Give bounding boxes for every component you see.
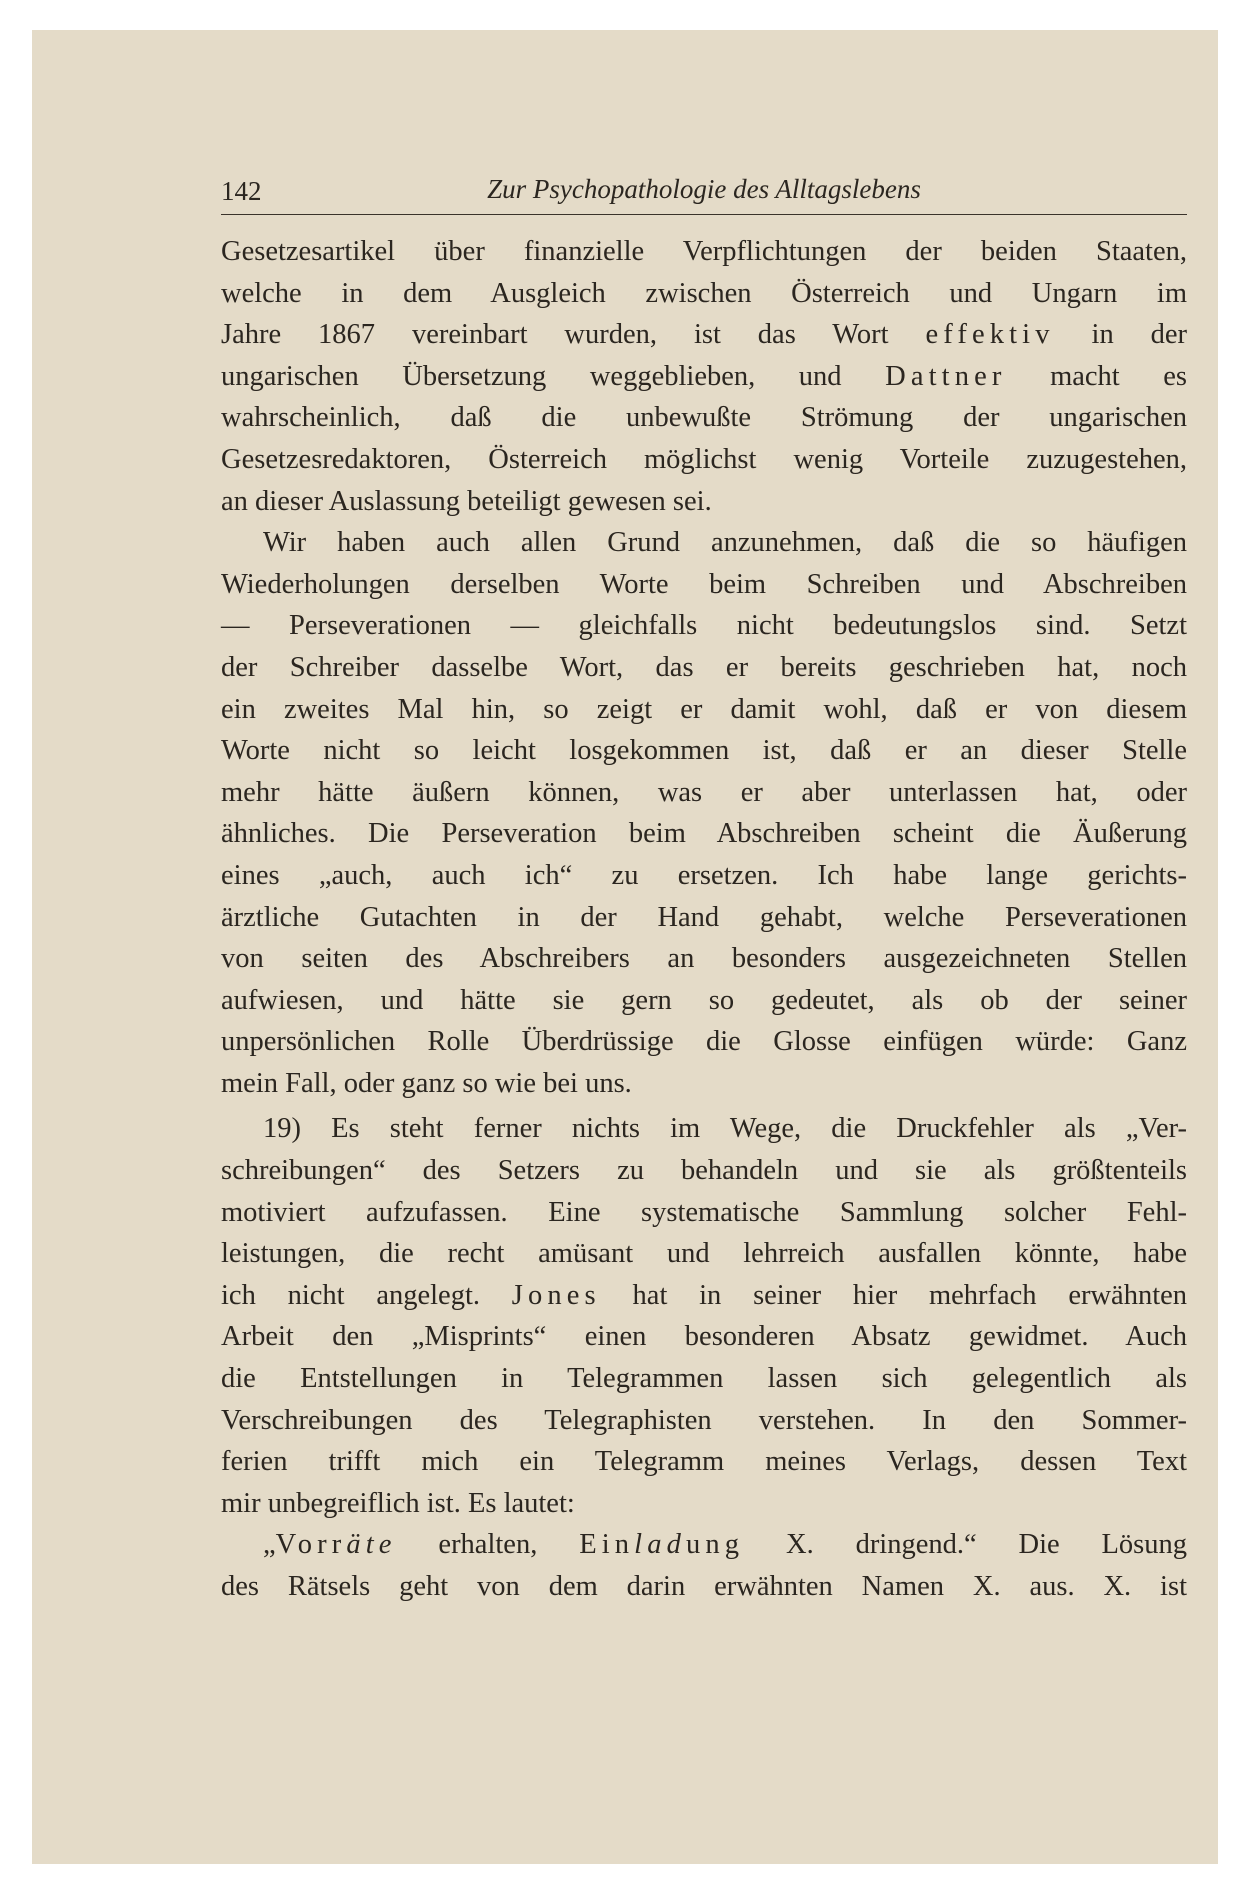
- text-line: Wiederholungen derselben Worte beim Schreiben und Abschreiben: [221, 568, 1187, 600]
- text-line: wahrscheinlich, daß die unbewußte Strömung der ungarischen: [221, 402, 1187, 434]
- text-line: [221, 314, 1187, 356]
- spaced-word: Vorr: [275, 1529, 347, 1561]
- spaced-italic-word: lad: [634, 1529, 686, 1561]
- text-line: ähnliches. Die Perseveration beim Abschreiben scheint die Äußerung: [221, 818, 1187, 850]
- text-line: an dieser Auslassung beteiligt gewesen sei.: [221, 485, 712, 517]
- text-line: — Perseverationen — gleichfalls nicht bedeutungslos sind. Setzt: [221, 610, 1187, 642]
- spaced-word: ung: [685, 1529, 745, 1561]
- text-line: der Schreiber dasselbe Wort, das er bereits geschrieben hat, noch: [221, 651, 1187, 683]
- text-segment: ungarischen Übersetzung weggeblieben, und: [221, 360, 842, 392]
- text-line: Wir haben auch allen Grund anzunehmen, daß die so häufigen: [263, 527, 1187, 559]
- book-page: [32, 30, 1218, 1864]
- text-line: leistungen, die recht amüsant und lehrreich ausfallen könnte, habe: [221, 1238, 1187, 1270]
- spaced-name: Dattner: [885, 360, 1007, 392]
- text-segment: in der: [1091, 319, 1188, 351]
- text-segment: erhalten,: [438, 1529, 538, 1561]
- text-line: motiviert aufzufassen. Eine systematische Sammlung solcher Fehl-: [221, 1196, 1187, 1228]
- text-segment: X. dringend.“ Die Lösung: [786, 1529, 1188, 1561]
- text-line: Arbeit den „Misprints“ einen besonderen Absatz gewidmet. Auch: [221, 1321, 1187, 1353]
- text-line: [221, 356, 1187, 398]
- text-line: schreibungen“ des Setzers zu behandeln und sie als größtenteils: [221, 1155, 1187, 1187]
- running-head: [221, 170, 1187, 215]
- page-number: 142: [221, 176, 262, 206]
- text-line: ferien trifft mich ein Telegramm meines Verlags, dessen Text: [221, 1446, 1187, 1478]
- text-line: [221, 1275, 1187, 1317]
- text-line: aufwiesen, und hätte sie gern so gedeutet, als ob der seiner: [221, 984, 1187, 1016]
- text-line: des Rätsels geht von dem darin erwähnten Namen X. aus. X. ist: [221, 1571, 1187, 1602]
- text-line: 19) Es steht ferner nichts im Wege, die Druckfehler als „Ver-: [263, 1113, 1187, 1145]
- page-content: [221, 170, 1187, 1608]
- text-line: welche in dem Ausgleich zwischen Österreich und Ungarn im: [221, 277, 1187, 309]
- text-line: mehr hätte äußern können, was er aber unterlassen hat, oder: [221, 776, 1187, 808]
- text-line: mein Fall, oder ganz so wie bei uns.: [221, 1067, 632, 1099]
- spaced-word: Ein: [579, 1529, 635, 1561]
- spaced-italic-word: äte: [346, 1529, 397, 1561]
- quote-mark: „: [263, 1529, 276, 1561]
- text-segment: hat in seiner hier mehrfach erwähnten: [632, 1279, 1188, 1311]
- text-segment: ich nicht angelegt.: [221, 1279, 480, 1311]
- spaced-name: Jones: [511, 1279, 601, 1311]
- text-line: Gesetzesredaktoren, Österreich möglichst wenig Vorteile zuzugestehen,: [221, 443, 1187, 475]
- text-line: Worte nicht so leicht losgekommen ist, daß er an dieser Stelle: [221, 735, 1187, 767]
- text-line: [221, 1524, 1187, 1566]
- text-line: von seiten des Abschreibers an besonders ausgezeichneten Stellen: [221, 943, 1187, 975]
- text-line: die Entstellungen in Telegrammen lassen sich gelegentlich als: [221, 1363, 1187, 1395]
- text-line: Gesetzesartikel über finanzielle Verpflichtungen der beiden Staaten,: [221, 236, 1187, 267]
- text-line: eines „auch, auch ich“ zu ersetzen. Ich habe lange gerichts-: [221, 859, 1187, 891]
- text-line: mir unbegreiflich ist. Es lautet:: [221, 1487, 575, 1519]
- body-text: [221, 231, 1187, 1608]
- running-title: Zur Psychopathologie des Alltagslebens: [487, 174, 921, 204]
- text-line: unpersönlichen Rolle Überdrüssige die Glosse einfügen würde: Ganz: [221, 1026, 1187, 1058]
- text-segment: macht es: [1050, 360, 1187, 392]
- text-line: Verschreibungen des Telegraphisten verstehen. In den Sommer-: [221, 1404, 1187, 1436]
- text-segment: Jahre 1867 vereinbart wurden, ist das Wort: [221, 319, 889, 351]
- text-line: ein zweites Mal hin, so zeigt er damit wohl, daß er von diesem: [221, 693, 1187, 725]
- text-line: ärztliche Gutachten in der Hand gehabt, welche Perseverationen: [221, 901, 1187, 933]
- spaced-emphasis: effektiv: [925, 319, 1055, 351]
